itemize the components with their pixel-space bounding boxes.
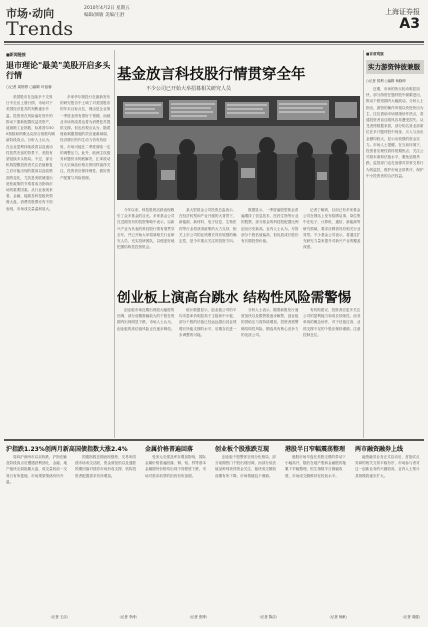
second-story-col3 bbox=[241, 307, 299, 435]
second-story-col1 bbox=[117, 307, 175, 435]
issue-date: 2010年4月2日 星期五 bbox=[84, 6, 130, 11]
brief-title: 港股半日窄幅震荡整理 bbox=[285, 446, 346, 453]
main-subhead: 不少公司已开始大举招募相关研究人员 bbox=[146, 86, 232, 92]
newspaper-brand: 上海证券报 bbox=[385, 8, 420, 16]
paragraph: 港股市场早盘在美股走强的带动下小幅高开，随后在地产股和金融股的拖累下窄幅整理，恒生指数半日微幅收涨，市场成交额维持在较低水平。 bbox=[285, 455, 347, 478]
paragraph: 多家华尔街投行在最新发布的研究报告中上调了对美国股市的年末目标点位，理由是企业第一季度业绩有望好于预期，而就业市场的改善也将为消费复苏提供支撑。但也有观点认为，随着财政刺激措施的效应逐渐减弱，经济增长的内生动力仍有待检验，市场可能在二季度面临一定的调整压力。此外，欧洲主权债务问题仍未彻底解决，汇率波动与大宗商品价格走势同样值得关注，投资者应保持理性，做好资产配置与风险管理。 bbox=[60, 95, 111, 180]
right-story-title: 实力游资钟彼兼服 bbox=[368, 63, 420, 71]
page-number: A3 bbox=[399, 16, 420, 32]
brief-item bbox=[285, 444, 349, 622]
paragraph: 分析人士表示，随着新股发行速度加快以及限售股逐步解禁，创业板的供给压力将持续增加，投资者需警惕结构性风险，精选具有核心竞争力的优质公司。 bbox=[241, 308, 299, 337]
section-block bbox=[6, 2, 78, 42]
brief-title: 金属价格普遍回落 bbox=[145, 446, 194, 453]
header-rule-thin bbox=[4, 44, 424, 45]
paragraph: 融资融券业务正式启动后，首批试点券商的相关交易平稳有序，市场参与者对这一创新业务的兴趣较高，业内人士预计其规模将逐步扩大。 bbox=[355, 455, 420, 478]
brief-body bbox=[145, 454, 209, 620]
brief-item bbox=[6, 444, 75, 622]
section-name-en: Trends bbox=[6, 18, 74, 40]
paragraph: 周四沪深两市双双收跌，沪指在触及阶段高点后遭遇获利回吐，金融、地产板块走弱拖累大盘，成交量较前一交易日有所萎缩，市场观望情绪有所升温。 bbox=[6, 455, 68, 484]
column-divider bbox=[114, 50, 115, 438]
brief-body bbox=[215, 454, 279, 620]
paragraph: 创业板市场近期出现较大幅度的回调，部分前期涨幅较大的个股在短期内出现明显下跌，市场人士认为，创业板的高估值风险正在逐步释放。 bbox=[117, 308, 175, 331]
brief-item bbox=[145, 444, 209, 622]
brief-signature: （记者 张博） bbox=[187, 615, 209, 619]
brief-item bbox=[215, 444, 279, 622]
column-divider bbox=[363, 50, 364, 438]
paragraph: 近期，市场的热点轮动明显加快，部分游资在题材股中频繁进出，推动个股短期内大幅波动。分析人士指出，游资的操作风格以快进快出为主，往往借助市场情绪炒作热点，普通投资者盲目跟风容易遭受损失。从龙虎榜数据来看，部分知名营业部席位在多只题材股中现身，买入与卖出金额均较大，显示出较强的资金实力。市场人士提醒，在当前环境下，投资者应理性看待短期热点，关注公司基本面和估值水平，避免追涨杀跌。监管部门也在加强对异常交易行为的监控，维护市场正常秩序，保护中小投资者的合法权益。 bbox=[366, 87, 424, 178]
brief-signature: （记者 陈洁） bbox=[257, 615, 279, 619]
brief-body bbox=[75, 454, 139, 620]
brief-signature: （记者 周健） bbox=[400, 615, 422, 619]
issue-meta bbox=[84, 5, 130, 19]
bottom-band-rule bbox=[4, 439, 424, 441]
main-headline: 基金放言科技股行情贯穿全年 bbox=[117, 67, 306, 83]
issue-editor: 编辑/颜敏 美编/王舒 bbox=[84, 13, 125, 18]
brief-body bbox=[285, 454, 349, 620]
left-story-tag: ■新闻链接 bbox=[6, 52, 26, 57]
paragraph: 有机构建议，投资者应更多关注公司的盈利能力和成长持续性，而非单纯的概念炒作，对于估值过高、业绩支撑不足的个股应保持谨慎，注意控制仓位。 bbox=[303, 308, 361, 337]
right-story-byline: ○记者 郭利 ○编辑 杨晓坤 bbox=[366, 79, 406, 83]
main-story-col3 bbox=[241, 207, 299, 279]
right-story bbox=[366, 50, 424, 442]
paragraph: 国债指数近期表现强势，交易所国债市场成交活跃，资金面宽松以及通胀预期回落对债券市场形成支撑，机构投资者配置需求有所增加。 bbox=[75, 455, 137, 478]
main-story-col4 bbox=[303, 207, 361, 279]
left-story-title: 退市理论"最美"美股开启多头行情 bbox=[6, 61, 111, 80]
second-story-col2 bbox=[179, 307, 237, 435]
paragraph: 统计数据显示，创业板公司的平均市盈率仍明显高于主板和中小板，部分个股的估值已经远远超出其业绩增长所能支撑的水平，后期存在进一步调整的可能。 bbox=[179, 308, 237, 337]
paragraph: 美国股市在连续多个交易日中走出上涨行情，市场对于美国经济复苏的判断逐步升温，投资者在风险偏好回升的推动下重新配置权益类资产，道琼斯工业指数、标准普尔500指数和纳斯达克综合指数均刷新阶段高点。分析人士认为，在企业盈利持续改善以及流动性依然充裕的背景下，美股有望延续多头格局。不过，部分机构提醒投资者关注估值修复之后可能出现的震荡以及政策面的变化，尤其是美联储退出宽松政策的节奏将成为影响市场的重要因素。从行业表现来看，金融、能源及科技板块领涨大盘，消费类股票亦有不俗表现，市场成交量温和放大。 bbox=[6, 95, 55, 211]
second-story-col4 bbox=[303, 307, 361, 435]
brief-body bbox=[6, 454, 70, 620]
left-story-body-col1 bbox=[6, 94, 55, 440]
left-story bbox=[6, 50, 112, 442]
page-header bbox=[0, 0, 428, 44]
trading-floor-photo bbox=[117, 96, 360, 200]
right-story-body bbox=[366, 86, 424, 440]
left-story-byline: ○记者 周婷婷 ○编辑 叶蓓蓉 bbox=[6, 85, 52, 89]
paragraph: 受美元走强及库存增加影响，国际金属价格普遍回落，铜、铝、锌等基本金属期货价格均出现不同程度下跌，市场对需求前景的担忧有所加剧。 bbox=[145, 455, 207, 478]
paragraph: 今年以来，科技股的活跃表现吸引了众多基金的目光。多家基金公司在近期发布的投资策略中表示，以新兴产业为代表的科技股行情有望贯穿全年，并已开始大举招募相关行业研究人员，充实投研团队，以便更好地把握结构性投资机会。 bbox=[117, 208, 175, 250]
second-headline: 创业板上演高台跳水 结构性风险需警惕 bbox=[117, 290, 352, 306]
brief-title: 两市融资融券上线 bbox=[355, 446, 404, 453]
right-story-tag: ■首席观察 bbox=[366, 52, 384, 56]
main-story-col1 bbox=[117, 207, 175, 279]
left-story-body-col2 bbox=[60, 94, 112, 440]
brief-title: 国债指数大涨2.4% bbox=[75, 446, 128, 453]
brief-signature: （记者 王洁） bbox=[48, 615, 70, 619]
header-rule bbox=[4, 41, 424, 43]
photo-illustration bbox=[117, 96, 360, 200]
brief-title: 沪指跌1.23%创两月新高 bbox=[6, 446, 75, 453]
paragraph: 某大型基金公司投资总监表示，在经济转型和产业升级的大背景下，新能源、新材料、电子信息、生物医药等行业将获得政策的大力支持，相关上市公司的业绩增长具有较强的确定性，是今年重点关注的投资方向。 bbox=[179, 208, 237, 244]
paragraph: 记者了解到，目前已有多家基金公司在网站上发布招聘启事，岗位集中在电子、计算机、通信、新能源等研究领域，要求应聘者具有相关行业背景。不少基金公司表示，将通过扩充研究力量来提升对新兴产业的覆盖深度。 bbox=[303, 208, 361, 250]
main-story-col2 bbox=[179, 207, 237, 279]
paragraph: 创业板个股整体呈现分化格局，部分前期热门个股出现回调，而部分低估值品种则获得资金关注，板块成交额较前期有所下降，市场情绪趋于谨慎。 bbox=[215, 455, 277, 478]
section-name-cn: 市场·动向 bbox=[6, 7, 55, 20]
brief-body bbox=[355, 454, 422, 620]
paragraph: 数据显示，一季度偏股型基金普遍增持了信息技术、医药生物等行业的股票，部分基金的科技股配置比例创出历史新高。业内人士认为，尽管部分个股估值偏高，但优质成长股仍有长期投资价值。 bbox=[241, 208, 299, 244]
brief-item bbox=[75, 444, 139, 622]
brief-item bbox=[355, 444, 422, 622]
brief-signature: （记者 李涛） bbox=[117, 615, 139, 619]
brief-signature: （记者 杨帆） bbox=[327, 615, 349, 619]
brief-title: 创业板个股涨跌互现 bbox=[215, 446, 270, 453]
